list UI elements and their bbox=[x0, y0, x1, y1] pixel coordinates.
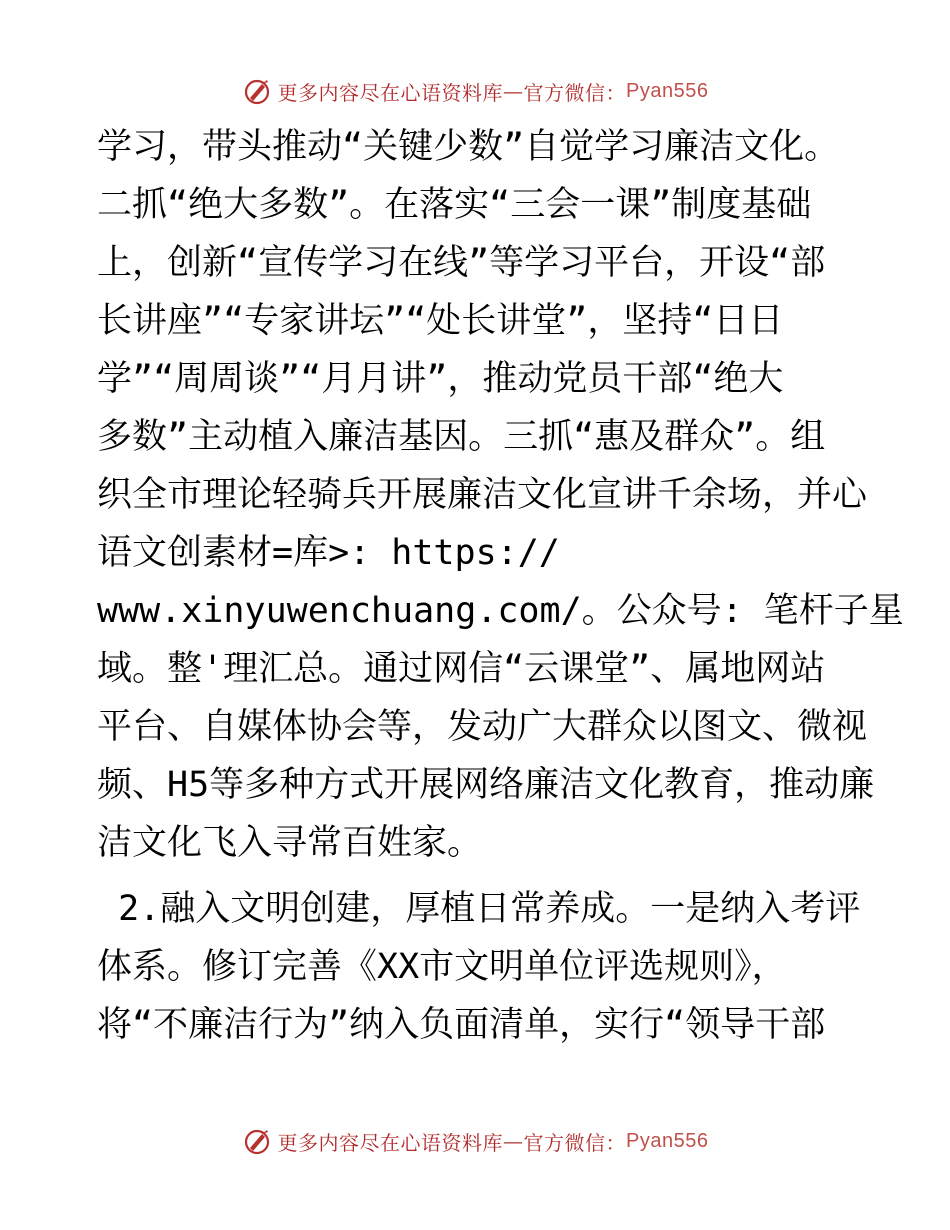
body-line: 体系。修订完善《XX市文明单位评选规则》， bbox=[97, 947, 787, 987]
body-line: 长讲座”“专家讲坛”“处长讲堂”，坚持“日日 bbox=[97, 301, 784, 341]
body-line: 域。整'理汇总。通过网信“云课堂”、属地网站 bbox=[97, 649, 826, 689]
banner-wechat-label: 官方微信： bbox=[523, 1130, 627, 1155]
quill-pen-logo-icon bbox=[242, 1126, 272, 1156]
body-line: 语文创素材=库>: https:// bbox=[97, 533, 560, 573]
quill-pen-logo-icon bbox=[242, 76, 272, 106]
banner-brand-text: 更多内容尽在心语资料库 bbox=[277, 1130, 504, 1155]
section-heading-line: 2.融入文明创建，厚植日常养成。一是纳入考评 bbox=[97, 889, 861, 929]
footer-watermark-banner bbox=[0, 1121, 950, 1161]
banner-wechat-label: 官方微信： bbox=[523, 80, 627, 105]
body-line: 织全市理论轻骑兵开展廉洁文化宣讲千余场，并心 bbox=[97, 475, 868, 515]
body-line: 上，创新“宣传学习在线”等学习平台，开设“部 bbox=[97, 243, 826, 283]
body-line: 频、H5等多种方式开展网络廉洁文化教育，推动廉 bbox=[97, 765, 875, 805]
body-line: 学习，带头推动“关键少数”自觉学习廉洁文化。 bbox=[97, 127, 840, 167]
body-line: 二抓“绝大多数”。在落实“三会一课”制度基础 bbox=[97, 185, 812, 225]
body-line: 将“不廉洁行为”纳入负面清单，实行“领导干部 bbox=[97, 1005, 826, 1045]
document-body bbox=[97, 118, 904, 1054]
body-line: 洁文化飞入寻常百姓家。 bbox=[97, 823, 483, 863]
banner-separator: — bbox=[503, 79, 524, 103]
banner-separator: — bbox=[503, 1129, 524, 1153]
banner-brand-text: 更多内容尽在心语资料库 bbox=[277, 80, 504, 105]
header-watermark-banner bbox=[0, 71, 950, 111]
banner-account: Pyan556 bbox=[626, 79, 709, 102]
body-line: www.xinyuwenchuang.com/。公众号: 笔杆子星 bbox=[97, 591, 904, 631]
body-line: 学”“周周谈”“月月讲”，推动党员干部“绝大 bbox=[97, 359, 784, 399]
body-line: 多数”主动植入廉洁基因。三抓“惠及群众”。组 bbox=[97, 417, 826, 457]
body-line: 平台、自媒体协会等，发动广大群众以图文、微视 bbox=[97, 707, 868, 747]
banner-account: Pyan556 bbox=[626, 1129, 709, 1152]
